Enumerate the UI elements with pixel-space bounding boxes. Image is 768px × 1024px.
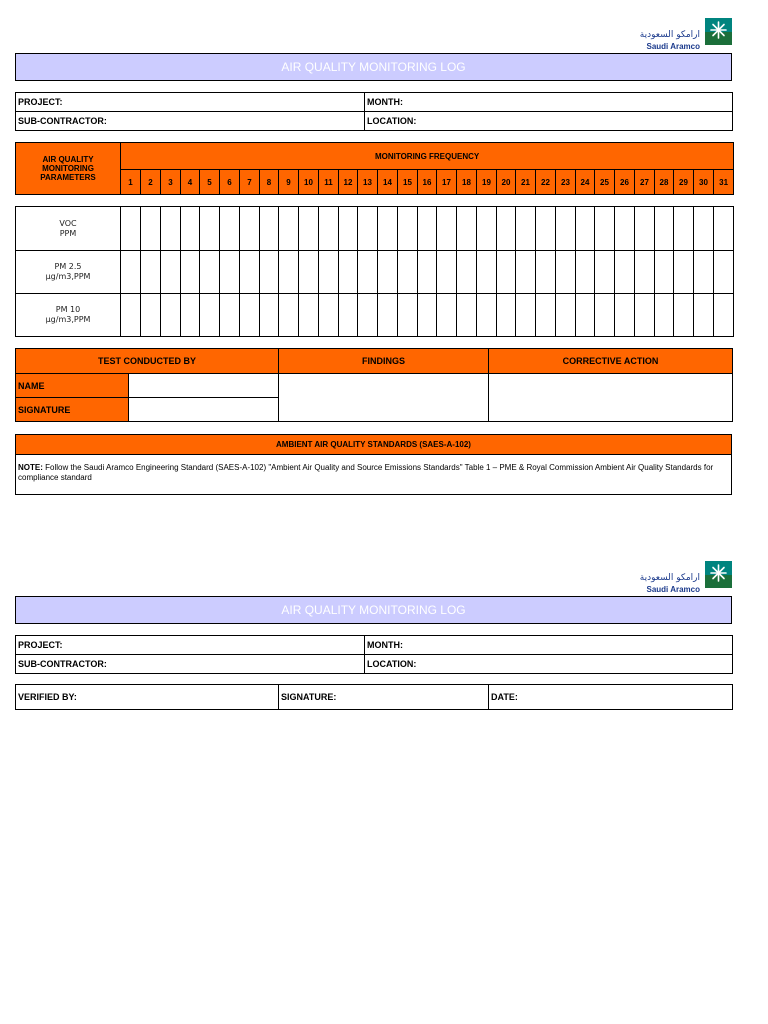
reading-cell[interactable] (714, 251, 734, 294)
verification-signature-field[interactable]: SIGNATURE: (279, 685, 489, 710)
saudi-aramco-logo (636, 561, 732, 597)
reading-cell[interactable] (121, 207, 141, 251)
day-header-cell: 31 (714, 170, 734, 195)
reading-cell[interactable] (279, 207, 299, 251)
reading-cell[interactable] (556, 294, 576, 337)
reading-cell[interactable] (714, 207, 734, 251)
reading-cell[interactable] (299, 207, 319, 251)
reading-cell[interactable] (714, 294, 734, 337)
month-field[interactable]: MONTH: (365, 636, 733, 655)
day-header-cell: 22 (536, 170, 556, 195)
reading-cell[interactable] (161, 251, 181, 294)
aramco-star-icon (705, 18, 732, 45)
parameter-name: PM 2.5 (54, 262, 82, 271)
reading-cell[interactable] (161, 294, 181, 337)
reading-cell[interactable] (457, 251, 477, 294)
reading-cell[interactable] (121, 251, 141, 294)
reading-cell[interactable] (437, 294, 457, 337)
reading-cell[interactable] (398, 294, 418, 337)
reading-cell[interactable] (339, 294, 358, 337)
reading-cell[interactable] (200, 294, 220, 337)
reading-cell[interactable] (319, 294, 339, 337)
reading-cell[interactable] (576, 294, 595, 337)
reading-cell[interactable] (477, 294, 497, 337)
day-header-cell: 5 (200, 170, 220, 195)
day-header-cell: 23 (556, 170, 576, 195)
reading-cell[interactable] (260, 294, 279, 337)
reading-cell[interactable] (595, 251, 615, 294)
reading-cell[interactable] (536, 207, 556, 251)
day-header-cell: 29 (674, 170, 694, 195)
project-field[interactable]: PROJECT: (16, 93, 365, 112)
day-header-cell: 3 (161, 170, 181, 195)
reading-cell[interactable] (141, 207, 161, 251)
reading-cell[interactable] (378, 207, 398, 251)
verification-date-field[interactable]: DATE: (489, 685, 733, 710)
reading-cell[interactable] (141, 251, 161, 294)
signature-input-cell[interactable] (129, 398, 279, 422)
corrective-action-header: CORRECTIVE ACTION (489, 349, 733, 374)
subcontractor-field[interactable]: SUB-CONTRACTOR: (16, 112, 365, 131)
day-header-cell: 26 (615, 170, 635, 195)
reading-cell[interactable] (260, 251, 279, 294)
reading-cell[interactable] (516, 294, 536, 337)
day-header-cell: 19 (477, 170, 497, 195)
day-header-cell: 10 (299, 170, 319, 195)
reading-cell[interactable] (694, 294, 714, 337)
standards-header: AMBIENT AIR QUALITY STANDARDS (SAES-A-102) (16, 435, 732, 455)
parameter-unit: µg/m3,PPM (45, 272, 91, 281)
reading-cell[interactable] (358, 294, 378, 337)
location-field[interactable]: LOCATION: (365, 655, 733, 674)
reading-cell[interactable] (655, 251, 674, 294)
standards-note (16, 455, 732, 495)
reading-cell[interactable] (536, 251, 556, 294)
test-conducted-by-header: TEST CONDUCTED BY (16, 349, 279, 374)
page-title: AIR QUALITY MONITORING LOG (15, 53, 732, 81)
name-input-cell[interactable] (129, 374, 279, 398)
logo-arabic-text: ارامكو السعودية (639, 573, 700, 583)
reading-cell[interactable] (457, 294, 477, 337)
reading-cell[interactable] (615, 294, 635, 337)
reading-cell[interactable] (556, 251, 576, 294)
reading-cell[interactable] (497, 251, 516, 294)
findings-cell[interactable] (279, 374, 489, 422)
verified-by-field[interactable]: VERIFIED BY: (16, 685, 279, 710)
reading-cell[interactable] (339, 207, 358, 251)
project-field[interactable]: PROJECT: (16, 636, 365, 655)
signature-label: SIGNATURE (16, 398, 129, 422)
reading-cell[interactable] (674, 251, 694, 294)
reading-cell[interactable] (141, 294, 161, 337)
reading-cell[interactable] (260, 207, 279, 251)
reading-cell[interactable] (516, 251, 536, 294)
reading-cell[interactable] (319, 251, 339, 294)
reading-cell[interactable] (121, 294, 141, 337)
parameter-row (16, 251, 734, 294)
reading-cell[interactable] (299, 251, 319, 294)
reading-cell[interactable] (220, 251, 240, 294)
aramco-star-icon (705, 561, 732, 588)
reading-cell[interactable] (497, 207, 516, 251)
reading-cell[interactable] (635, 251, 655, 294)
day-header-cell: 1 (121, 170, 141, 195)
reading-cell[interactable] (240, 294, 260, 337)
day-header-cell: 11 (319, 170, 339, 195)
parameter-name: VOC (59, 218, 77, 228)
reading-cell[interactable] (418, 207, 437, 251)
reading-cell[interactable] (437, 251, 457, 294)
day-header-cell: 4 (181, 170, 200, 195)
monitoring-grid (15, 206, 734, 337)
test-conducted-table (15, 348, 733, 422)
reading-cell[interactable] (516, 207, 536, 251)
reading-cell[interactable] (635, 207, 655, 251)
day-header-cell: 21 (516, 170, 536, 195)
reading-cell[interactable] (240, 207, 260, 251)
reading-cell[interactable] (556, 207, 576, 251)
day-header-cell: 17 (437, 170, 457, 195)
logo-arabic-text: ارامكو السعودية (639, 30, 700, 40)
logo-english-text: Saudi Aramco (646, 42, 700, 51)
day-header-cell: 6 (220, 170, 240, 195)
reading-cell[interactable] (398, 251, 418, 294)
day-header-cell: 27 (635, 170, 655, 195)
reading-cell[interactable] (576, 251, 595, 294)
reading-cell[interactable] (694, 251, 714, 294)
parameter-label (16, 207, 121, 251)
reading-cell[interactable] (319, 207, 339, 251)
reading-cell[interactable] (576, 207, 595, 251)
reading-cell[interactable] (418, 294, 437, 337)
reading-cell[interactable] (437, 207, 457, 251)
reading-cell[interactable] (220, 294, 240, 337)
name-label: NAME (16, 374, 129, 398)
reading-cell[interactable] (615, 251, 635, 294)
reading-cell[interactable] (398, 207, 418, 251)
day-header-cell: 7 (240, 170, 260, 195)
reading-cell[interactable] (674, 294, 694, 337)
location-field[interactable]: LOCATION: (365, 112, 733, 131)
reading-cell[interactable] (615, 207, 635, 251)
day-header-cell: 9 (279, 170, 299, 195)
reading-cell[interactable] (655, 207, 674, 251)
reading-cell[interactable] (181, 294, 200, 337)
project-info-table (15, 92, 733, 131)
reading-cell[interactable] (200, 207, 220, 251)
parameter-row (16, 207, 734, 251)
reading-cell[interactable] (240, 251, 260, 294)
monitoring-header-table (15, 142, 734, 195)
logo-english-text: Saudi Aramco (646, 585, 700, 594)
reading-cell[interactable] (299, 294, 319, 337)
standards-table (15, 434, 732, 495)
parameter-row (16, 294, 734, 337)
reading-cell[interactable] (655, 294, 674, 337)
reading-cell[interactable] (279, 294, 299, 337)
subcontractor-field[interactable]: SUB-CONTRACTOR: (16, 655, 365, 674)
parameter-label (16, 251, 121, 294)
day-header-cell: 18 (457, 170, 477, 195)
reading-cell[interactable] (536, 294, 556, 337)
reading-cell[interactable] (378, 294, 398, 337)
reading-cell[interactable] (418, 251, 437, 294)
day-header-cell: 8 (260, 170, 279, 195)
reading-cell[interactable] (635, 294, 655, 337)
saudi-aramco-logo (636, 18, 732, 54)
frequency-header: MONITORING FREQUENCY (121, 143, 734, 170)
day-header-cell: 16 (418, 170, 437, 195)
day-header-cell: 20 (497, 170, 516, 195)
reading-cell[interactable] (595, 207, 615, 251)
reading-cell[interactable] (181, 251, 200, 294)
day-header-cell: 24 (576, 170, 595, 195)
month-field[interactable]: MONTH: (365, 93, 733, 112)
reading-cell[interactable] (694, 207, 714, 251)
reading-cell[interactable] (595, 294, 615, 337)
reading-cell[interactable] (279, 251, 299, 294)
reading-cell[interactable] (358, 251, 378, 294)
reading-cell[interactable] (358, 207, 378, 251)
reading-cell[interactable] (161, 207, 181, 251)
day-header-cell: 28 (655, 170, 674, 195)
parameters-header: AIR QUALITY MONITORING PARAMETERS (16, 143, 121, 195)
verification-table (15, 684, 733, 710)
note-text: Follow the Saudi Aramco Engineering Standard (SAES-A-102) "Ambient Air Quality and Source Emissions Standards" Table 1 – PME & Royal Commission Ambient Air Quality Standards for compliance standard (18, 463, 714, 482)
day-header-cell: 30 (694, 170, 714, 195)
project-info-table (15, 635, 733, 674)
corrective-action-cell[interactable] (489, 374, 733, 422)
day-header-cell: 25 (595, 170, 615, 195)
reading-cell[interactable] (674, 207, 694, 251)
day-header-cell: 14 (378, 170, 398, 195)
page-title: AIR QUALITY MONITORING LOG (15, 596, 732, 624)
parameter-label (16, 294, 121, 337)
reading-cell[interactable] (220, 207, 240, 251)
reading-cell[interactable] (477, 251, 497, 294)
parameter-unit: PPM (59, 228, 77, 238)
parameter-name: PM 10 (55, 305, 81, 314)
day-header-cell: 13 (358, 170, 378, 195)
reading-cell[interactable] (378, 251, 398, 294)
reading-cell[interactable] (457, 207, 477, 251)
note-label: NOTE: (18, 463, 43, 472)
reading-cell[interactable] (339, 251, 358, 294)
reading-cell[interactable] (200, 251, 220, 294)
day-header-cell: 12 (339, 170, 358, 195)
day-header-cell: 2 (141, 170, 161, 195)
reading-cell[interactable] (477, 207, 497, 251)
reading-cell[interactable] (497, 294, 516, 337)
parameter-unit: µg/m3,PPM (45, 315, 91, 324)
findings-header: FINDINGS (279, 349, 489, 374)
day-header-cell: 15 (398, 170, 418, 195)
reading-cell[interactable] (181, 207, 200, 251)
